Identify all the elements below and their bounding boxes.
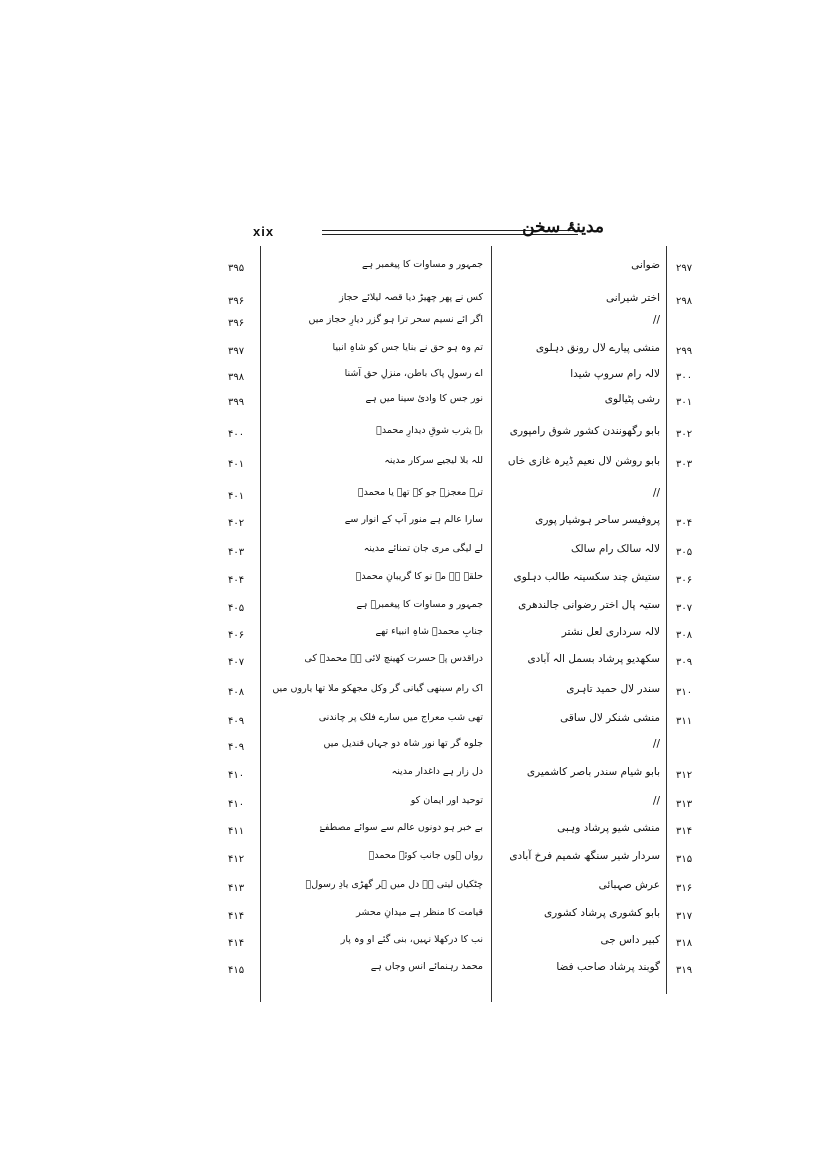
poet-name: پروفیسر ساحر ہوشیار پوری — [535, 514, 660, 526]
poet-name: لالہ سرداری لعل نشتر — [561, 626, 660, 638]
verse-first-line: توحید اور ایمان کو — [410, 795, 483, 806]
verse-first-line: نور جس کا وادیٔ سینا میں ہے — [365, 393, 483, 404]
verse-first-line: محمد رہنمائے انس وجاں ہے — [370, 961, 483, 972]
poet-name: // — [652, 314, 660, 326]
entry-number: ۲۹۹ — [676, 346, 693, 357]
page-reference: ۴۱۴ — [228, 911, 245, 922]
entry-number: ۳۰۲ — [676, 429, 693, 440]
table-row — [0, 683, 826, 715]
entry-number: ۳۰۴ — [676, 518, 693, 529]
poet-name: لالہ رام سروپ شیدا — [570, 368, 660, 380]
verse-first-line: رواں ہوں جانب کوئے محمدؐ — [368, 850, 483, 861]
page-reference: ۴۱۱ — [228, 826, 245, 837]
verse-first-line: ترے معجزے جو کہ تھے یا محمدؐ — [357, 487, 483, 498]
running-title: مدینۂ سخن — [522, 217, 604, 237]
verse-first-line: دل زار ہے داغدار مدینہ — [391, 766, 483, 777]
poet-name: عرش صہبائی — [598, 879, 660, 891]
verse-first-line: نب کا درکھلا نہیں، بنی گئے او وہ پار — [340, 934, 483, 945]
page-reference: ۴۰۱ — [228, 491, 245, 502]
page-reference: ۴۰۸ — [228, 687, 245, 698]
entry-number: ۳۱۸ — [676, 938, 693, 949]
poet-name: ستیش چند سکسینہ طالب دہلوی — [513, 571, 660, 583]
entry-number: ۳۰۳ — [676, 459, 693, 470]
entry-number: ۳۰۵ — [676, 547, 693, 558]
page-reference: ۳۹۷ — [228, 346, 245, 357]
poet-name: لالہ سالک رام سالک — [570, 543, 660, 555]
verse-first-line: کس نے پھر چھیڑ دیا قصہ لیلائے حجاز — [339, 292, 483, 303]
entry-number: ۳۱۳ — [676, 799, 693, 810]
poet-name: بابو رگھونندن کشور شوق رامپوری — [509, 425, 660, 437]
page-reference: ۴۰۱ — [228, 459, 245, 470]
verse-first-line: للہ بلا لیجیے سرکار مدینہ — [384, 455, 483, 466]
verse-first-line: تھی شب معراج میں سارے فلک پر چاندنی — [318, 712, 483, 723]
page-reference: ۴۱۵ — [228, 965, 245, 976]
page-reference: ۴۰۵ — [228, 603, 245, 614]
page-reference: ۴۰۶ — [228, 630, 245, 641]
page-reference: ۳۹۶ — [228, 318, 245, 329]
poet-name: // — [652, 795, 660, 807]
verse-first-line: سارا عالم ہے منور آپ کے انوار سے — [344, 514, 483, 525]
table-row — [0, 653, 826, 685]
page-reference: ۴۰۷ — [228, 657, 245, 668]
poet-name: منشی شیو پرشاد وہبی — [557, 822, 660, 834]
page-reference: ۳۹۸ — [228, 372, 245, 383]
poet-name: بابو روشن لال نعیم ڈیرہ غازی خاں — [507, 455, 660, 467]
verse-first-line: بہ یثرب شوقِ دیدارِ محمدؐ — [376, 425, 483, 436]
table-row — [0, 850, 826, 882]
verse-first-line: اے رسولِ پاک باطن، منزلِ حق آشنا — [344, 368, 483, 379]
page-reference: ۴۱۳ — [228, 883, 245, 894]
poet-name: اختر شیرانی — [605, 292, 660, 304]
poet-name: گوبند پرشاد صاحب فضا — [556, 961, 660, 973]
poet-name: منشی شنکر لال ساقی — [560, 712, 660, 724]
page-reference: ۴۰۹ — [228, 716, 245, 727]
entry-number: ۳۰۶ — [676, 575, 693, 586]
table-row — [0, 425, 826, 457]
verse-first-line: دراقدس پہ حسرت کھینچ لائی ہے محمدؐ کی — [304, 653, 483, 664]
entry-number: ۳۰۷ — [676, 603, 693, 614]
verse-first-line: حلقہ ہے مہ نو کا گریبانِ محمدؐ — [355, 571, 483, 582]
verse-first-line: لے لیگی مری جان تمنائے مدینہ — [363, 543, 483, 554]
verse-first-line: چٹکیاں لیتی ہے دل میں ہر گھڑی یادِ رسولؐ — [305, 879, 483, 890]
entry-number: ۳۰۰ — [676, 372, 693, 383]
page-reference: ۴۰۰ — [228, 429, 245, 440]
poet-name: ضوانی — [631, 259, 660, 271]
poet-name: سندر لال حمید تاہری — [566, 683, 660, 695]
poet-name: سردار شیر سنگھ شمیم فرخ آبادی — [509, 850, 660, 862]
page-reference: ۴۱۲ — [228, 854, 245, 865]
page-reference: ۴۰۲ — [228, 518, 245, 529]
entry-number: ۳۱۵ — [676, 854, 693, 865]
page-reference: ۴۰۳ — [228, 547, 245, 558]
entry-number: ۳۱۲ — [676, 770, 693, 781]
table-row — [0, 455, 826, 487]
poet-name: // — [652, 487, 660, 499]
page-reference: ۴۱۴ — [228, 938, 245, 949]
poet-name: منشی پیارے لال رونق دہلوی — [535, 342, 660, 354]
poet-name: سکھدیو پرشاد بسمل الہ آبادی — [527, 653, 660, 665]
entry-number: ۳۱۰ — [676, 687, 693, 698]
table-row — [0, 393, 826, 425]
page-reference: ۴۰۹ — [228, 742, 245, 753]
verse-first-line: قیامت کا منظر ہے میدانِ محشر — [356, 907, 483, 918]
entry-number: ۳۱۴ — [676, 826, 693, 837]
entry-number: ۳۱۷ — [676, 911, 693, 922]
page-reference: ۴۱۰ — [228, 770, 245, 781]
entry-number: ۳۰۹ — [676, 657, 693, 668]
poet-name: ستیہ پال اختر رضوانی جالندھری — [518, 599, 660, 611]
verse-first-line: اگر ائے نسیم سحر ترا ہو گزر دیارِ حجاز میں — [308, 314, 483, 325]
verse-first-line: بے خبر ہو دونوں عالم سے سوائے مصطفےٰ — [319, 822, 483, 833]
table-row — [0, 766, 826, 798]
poet-name: // — [652, 738, 660, 750]
page-reference: ۳۹۵ — [228, 263, 245, 274]
entry-number: ۲۹۸ — [676, 296, 693, 307]
page-reference: ۳۹۹ — [228, 397, 245, 408]
entry-number: ۲۹۷ — [676, 263, 693, 274]
verse-first-line: جنابِ محمدؐ شاہِ انبیاء تھے — [375, 626, 483, 637]
page-reference: ۴۰۴ — [228, 575, 245, 586]
table-row — [0, 514, 826, 546]
poet-name: کبیر داس جی — [600, 934, 660, 946]
page-reference: ۳۹۶ — [228, 296, 245, 307]
entry-number: ۳۱۱ — [676, 716, 693, 727]
page-reference: ۴۱۰ — [228, 799, 245, 810]
verse-first-line: جلوہ گر تھا نور شاہ دو جہاں قندیل میں — [323, 738, 483, 749]
entry-number: ۳۱۶ — [676, 883, 693, 894]
entry-number: ۳۰۸ — [676, 630, 693, 641]
verse-first-line: جمہور و مساوات کا پیغمبرؐ ہے — [356, 599, 483, 610]
table-row — [0, 961, 826, 993]
verse-first-line: اک رام سینھی گیانی گر وکل مجھکو ملا تھا یاروں میں — [272, 683, 483, 694]
entry-number: ۳۰۱ — [676, 397, 693, 408]
page-number: xix — [253, 224, 275, 239]
table-row — [0, 259, 826, 291]
poet-name: رشی پٹیالوی — [604, 393, 660, 405]
verse-first-line: جمہور و مساوات کا پیغمبر ہے — [362, 259, 483, 270]
poet-name: بابو شیام سندر باصر کاشمیری — [526, 766, 660, 778]
verse-first-line: تم وہ ہو حق نے بنایا جس کو شاہِ انبیا — [332, 342, 483, 353]
entry-number: ۳۱۹ — [676, 965, 693, 976]
poet-name: بابو کشوری پرشاد کشوری — [543, 907, 660, 919]
